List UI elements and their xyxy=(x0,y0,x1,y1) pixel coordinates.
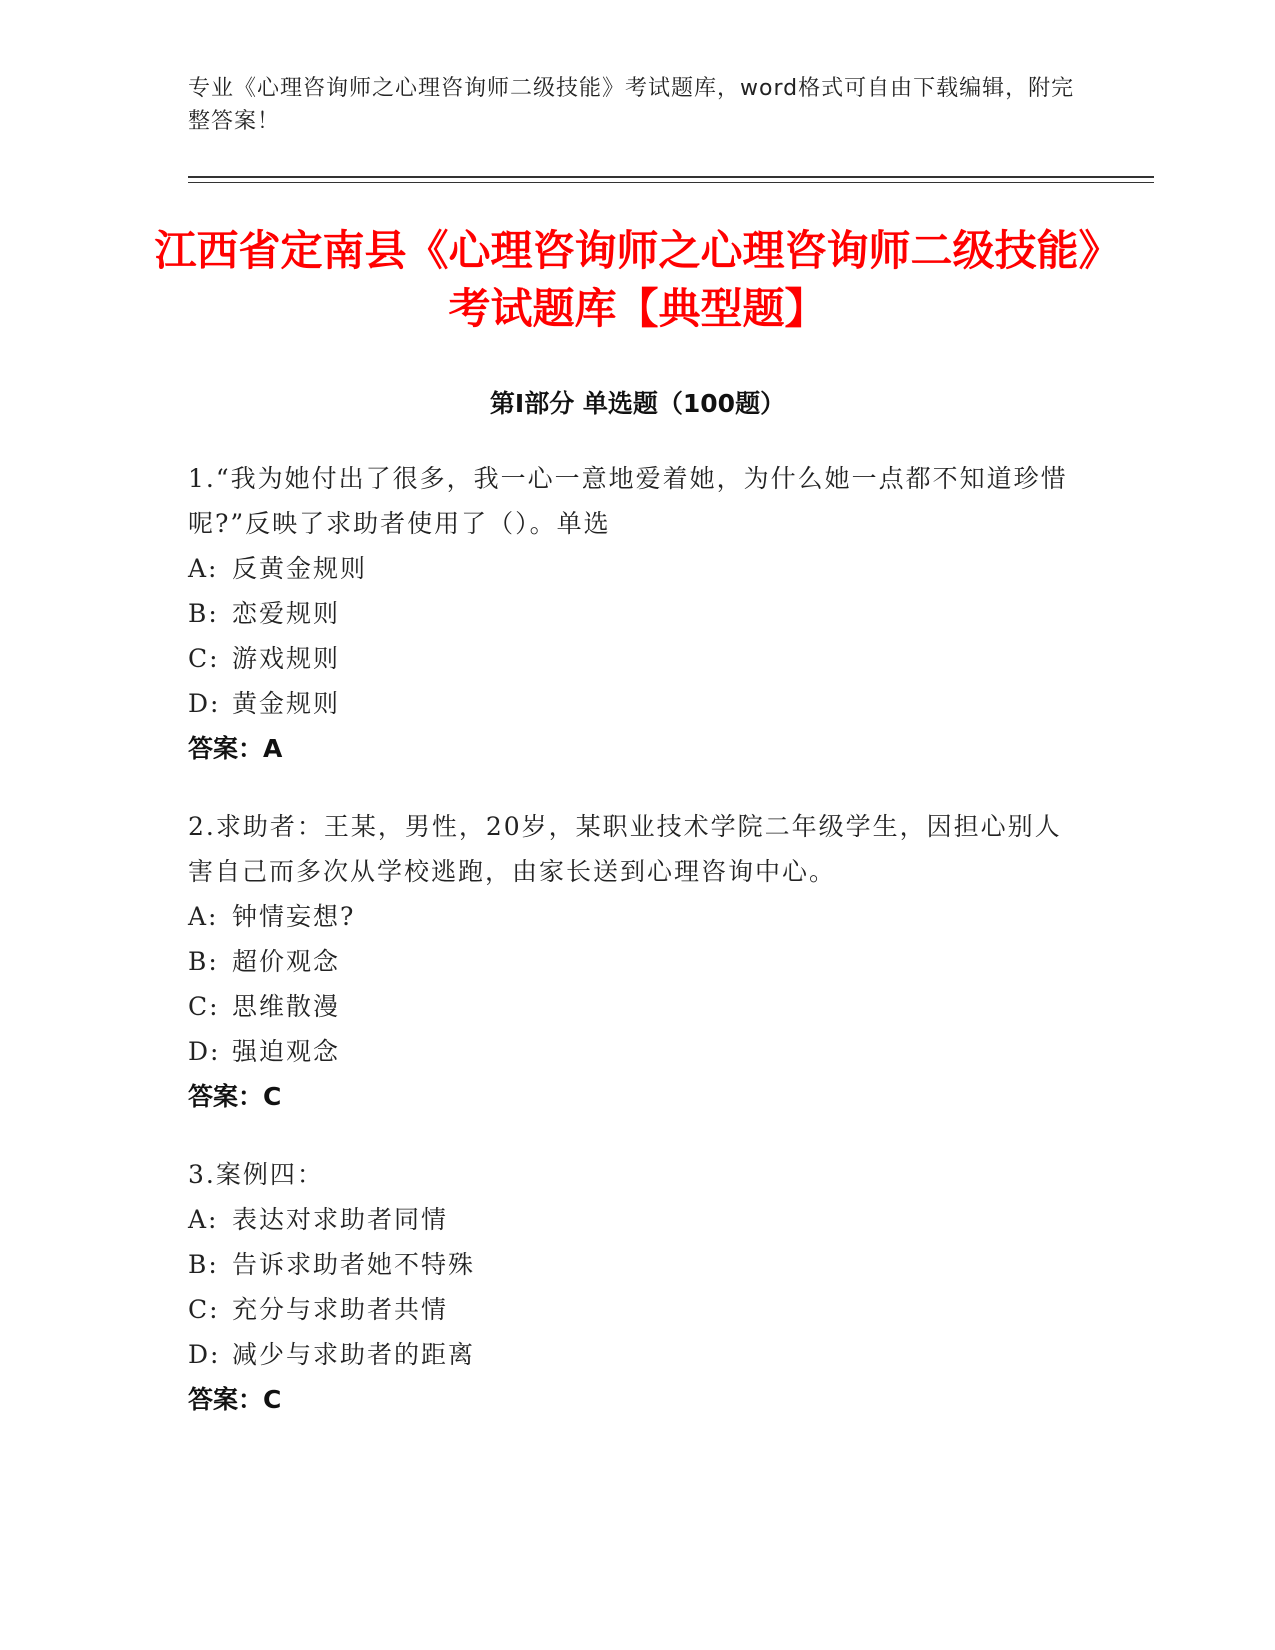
answer-line: 答案：A xyxy=(188,734,283,763)
question-stem: 1.“我为她付出了很多，我一心一意地爱着她，为什么她一点都不知道珍惜呢?”反映了求助者使用了（）。单选 xyxy=(188,464,1068,538)
option-a xyxy=(188,546,1088,591)
option-text: 游戏规则 xyxy=(232,644,341,673)
option-text: 反黄金规则 xyxy=(232,554,368,583)
option-text: 钟情妄想? xyxy=(232,902,356,931)
option-letter: A: xyxy=(188,902,219,931)
option-letter: C: xyxy=(188,992,220,1021)
option-letter: B: xyxy=(188,1250,219,1279)
answer-line: 答案：C xyxy=(188,1385,282,1414)
option-letter: D: xyxy=(188,1037,221,1066)
option-c xyxy=(188,636,1088,681)
option-letter: D: xyxy=(188,1340,221,1369)
option-letter: A: xyxy=(188,554,219,583)
option-d xyxy=(188,1332,1088,1377)
option-b xyxy=(188,939,1088,984)
option-b xyxy=(188,591,1088,636)
option-text: 告诉求助者她不特殊 xyxy=(232,1250,476,1279)
answer-line: 答案：C xyxy=(188,1082,282,1111)
option-text: 超价观念 xyxy=(232,947,341,976)
option-b xyxy=(188,1242,1088,1287)
option-text: 黄金规则 xyxy=(232,689,341,718)
option-a xyxy=(188,1197,1088,1242)
option-letter: A: xyxy=(188,1205,219,1234)
header-note: 专业《心理咨询师之心理咨询师二级技能》考试题库，word格式可自由下载编辑，附完整答案！ xyxy=(188,76,1075,134)
option-text: 减少与求助者的距离 xyxy=(232,1340,476,1369)
option-d xyxy=(188,681,1088,726)
question-3 xyxy=(188,1152,1088,1422)
question-stem: 3.案例四： xyxy=(188,1160,324,1189)
option-c xyxy=(188,984,1088,1029)
question-2 xyxy=(188,804,1088,1119)
option-text: 思维散漫 xyxy=(232,992,341,1021)
option-letter: C: xyxy=(188,644,220,673)
option-a xyxy=(188,894,1088,939)
option-letter: C: xyxy=(188,1295,220,1324)
option-text: 恋爱规则 xyxy=(232,599,341,628)
option-d xyxy=(188,1029,1088,1074)
option-letter: B: xyxy=(188,599,219,628)
document-title: 江西省定南县《心理咨询师之心理咨询师二级技能》考试题库【典型题】 xyxy=(154,226,1121,333)
option-c xyxy=(188,1287,1088,1332)
header-divider-thick xyxy=(188,176,1154,178)
option-letter: B: xyxy=(188,947,219,976)
option-text: 充分与求助者共情 xyxy=(232,1295,449,1324)
option-text: 表达对求助者同情 xyxy=(232,1205,449,1234)
section-heading: 第Ⅰ部分 单选题（100题） xyxy=(489,389,786,418)
question-stem: 2.求助者：王某，男性，20岁，某职业技术学院二年级学生，因担心别人害自己而多次从学校逃跑，由家长送到心理咨询中心。 xyxy=(188,812,1062,886)
header-divider-thin xyxy=(188,182,1154,183)
option-text: 强迫观念 xyxy=(232,1037,341,1066)
option-letter: D: xyxy=(188,689,221,718)
question-1 xyxy=(188,456,1088,771)
